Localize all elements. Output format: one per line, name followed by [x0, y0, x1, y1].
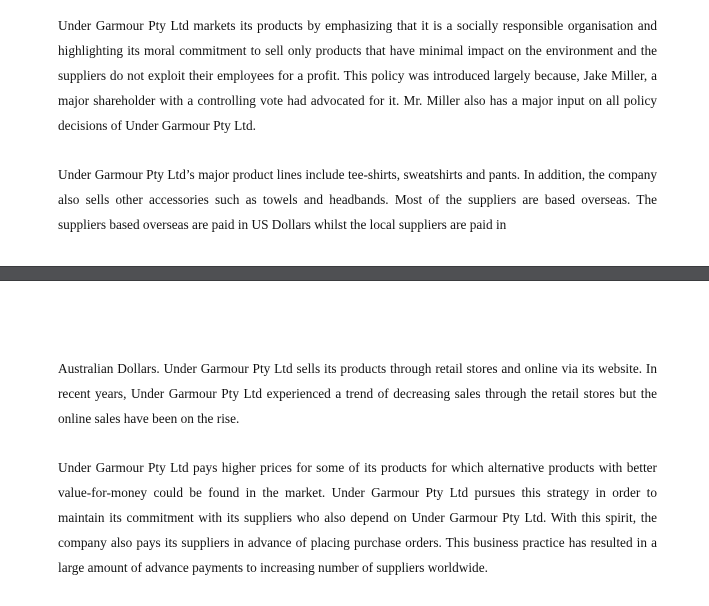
- page-break-divider: [0, 266, 709, 281]
- document-page-bottom: [0, 281, 709, 606]
- paragraph-sales-channels: Australian Dollars. Under Garmour Pty Ltd sells its products through retail stores and online via its website. In recent years, Under Garmour Pty Ltd experienced a trend of decreasing sales through the retail stores but the online sales have been on the rise.: [58, 361, 657, 426]
- paragraph-supplier-payments: Under Garmour Pty Ltd pays higher prices for some of its products for which alternative products with better value-for-money could be found in the market. Under Garmour Pty Ltd pursues this strategy in order to maintain its commitment with its suppliers who also depend on Under Garmour Pty Ltd. With this spirit, the company also pays its suppliers in advance of placing purchase orders. This business practice has resulted in a large amount of advance payments to increasing number of suppliers worldwide.: [58, 460, 657, 575]
- paragraph-marketing-policy: Under Garmour Pty Ltd markets its products by emphasizing that it is a socially responsible organisation and highlighting its moral commitment to sell only products that have minimal impact on the environment and the suppliers do not exploit their employees for a profit. This policy was introduced largely because, Jake Miller, a major shareholder with a controlling vote had advocated for it. Mr. Miller also has a major input on all policy decisions of Under Garmour Pty Ltd.: [58, 18, 657, 133]
- document-page-top: [0, 0, 709, 266]
- paragraph-product-lines: Under Garmour Pty Ltd’s major product lines include tee-shirts, sweatshirts and pants. In addition, the company also sells other accessories such as towels and headbands. Most of the suppliers are based overseas. The suppliers based overseas are paid in US Dollars whilst the local suppliers are paid in: [58, 167, 657, 232]
